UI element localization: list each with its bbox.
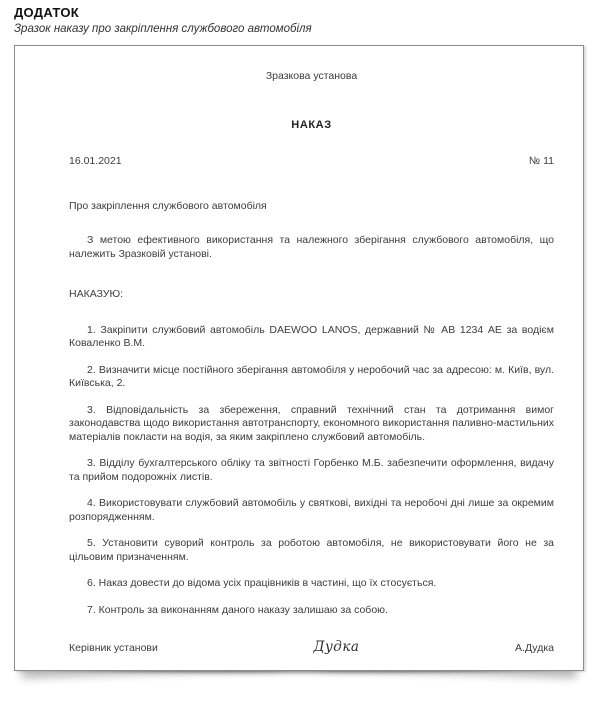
document-date: 16.01.2021 (69, 155, 122, 167)
order-item-4: 4. Використовувати службовий автомобіль у святкові, вихідні та неробочі дні лише за окремим розпорядженням. (69, 497, 554, 523)
order-item-2: 2. Визначити місце постійного зберігання автомобіля у неробочий час за адресою: м. Київ, вул. Київська, 2. (69, 363, 554, 389)
order-item-1: 1. Закріпити службовий автомобіль DAEWOO LANOS, державний № АВ 1234 АЕ за водієм Коваленко В.М. (69, 323, 554, 349)
signature-row (69, 638, 554, 656)
signer-name: А.Дудка (515, 641, 554, 654)
date-number-row (69, 155, 554, 169)
order-word: НАКАЗУЮ: (69, 288, 124, 300)
page-title: ДОДАТОК (14, 5, 79, 20)
preamble-paragraph: З метою ефективного використання та належного зберігання службового автомобіля, що належить Зразковій установі. (69, 234, 554, 260)
signature-script: Дудка (313, 638, 360, 655)
order-item-3b: 3. Відділу бухгалтерського обліку та звітності Горбенко М.Б. забезпечити оформлення, видачу та прийом подорожніх листів. (69, 457, 554, 483)
document-number: № 11 (528, 155, 554, 167)
document-type-heading: НАКАЗ (291, 118, 332, 131)
page-subtitle: Зразок наказу про закріплення службового автомобіля (14, 23, 312, 35)
order-item-7: 7. Контроль за виконанням даного наказу залишаю за собою. (87, 603, 388, 616)
document-page (14, 45, 584, 671)
organization-name: Зразкова установа (265, 70, 358, 82)
document-subject: Про закріплення службового автомобіля (69, 199, 267, 212)
signer-position: Керівник установи (69, 641, 158, 654)
page-header (0, 0, 600, 36)
order-item-3: 3. Відповідальність за збереження, справний технічний стан та дотримання вимог законодавства щодо використання автотранспорту, економного використання паливно-мастильних матеріалів покласти на водія, за яким закріплено службовий автомобіль. (69, 403, 554, 443)
order-item-6: 6. Наказ довести до відома усіх працівників в частині, що їх стосується. (87, 577, 437, 589)
order-item-5: 5. Установити суворий контроль за роботою автомобіля, не використовувати його не за цільовим призначенням. (69, 537, 554, 563)
order-document (14, 45, 584, 671)
